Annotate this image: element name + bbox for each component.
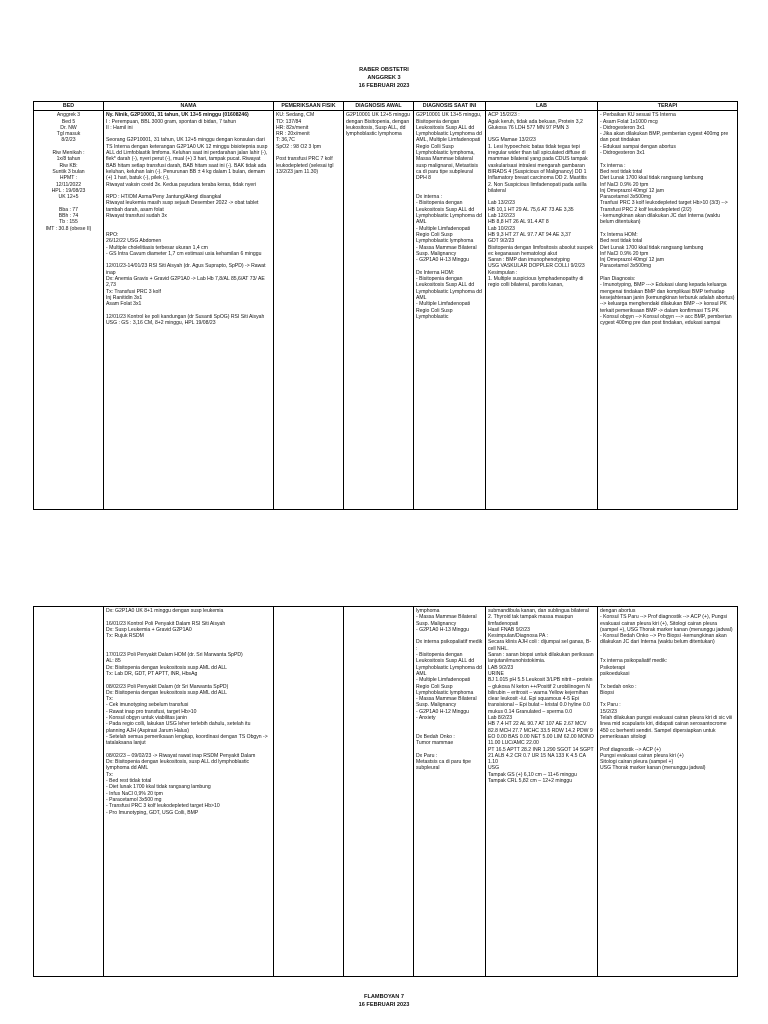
patient-table-page-2	[33, 606, 738, 977]
col-header-terapi: TERAPI	[598, 102, 738, 111]
diagnosis-awal-cell-continued	[344, 607, 414, 977]
footer-ward: FLAMBOYAN 7	[364, 994, 404, 1000]
pemeriksaan-fisik-cell: KU: Sedang, CM TD: 137/84 HR: 82x/menit RR : 20x/menit T: 36,7C SpO2 : 98 O2 3 lpm Post transfusi PRC 7 kolf leukodepleted (selesai tgl 13/2/23 jam 11.30)	[274, 111, 344, 510]
bed-cell: Anggrek 3 Bed 5 Dr. NW Tgl masuk 8/2/23 Riw Menikah : 1x/8 tahun Riw KB: Suntik 3 bulan HPMT : 12/11/2022 HPL : 19/08/23 UK 12+5 Bba : 77 BBh : 74 Tb : 155 IMT : 30.8 (obese II)	[34, 111, 104, 510]
terapi-cell: - Perbaikan KU sesuai TS Interna - Asam Folat 1x1000 mcg - Didrogesteron 3x1 - Jika akan dilakukan BMP, pemberian cygest 400mg pre dan post tindakan - Edukasi sampai dengan abortus - Didrogesteron 3x1 Tx interna : Bed rest tidak total Diet Lunak 1700 kkal tidak rangsang lambung Inf NaCl 0.9% 20 tpm Inj Omeprazol 40mg/ 12 jam Paracetamol 3x500mg Tranfusi PRC 3 kolf leukodepleted target Hb>10 (3/3) --> Transfusi PRC 2 kolf leukodepleted (2/2) - kemungkinan akan dilakukan JC dari Interna (waktu belum ditentukan) Tx Interna HOM: Bed rest tidak total Diet Lunak 1700 kkal tidak rangsang lambung Inf NaCl 0.9% 20 tpm Inj Omeprazol 40mg/ 12 jam Paracetamol 3x500mg Plan Diagnosis: - Imunotyping, BMP ---> Edukasi ulang kepada keluarga mengenai tindakan BMP dan komplikasi BMP terhadap kesejahteraan janin (kemungkinan terburuk adalah abortus) --> keluarga menghendaki dilakukan BMP --> konsul PK terkait pemeriksaan BMP -> dalam konfirmasi TS PK - Konsul obgyn --> Konsul obgyn ---> acc BMP, pemberian cygest 400mg pre dan post tindakan, edukasi sampai	[598, 111, 738, 510]
pemeriksaan-fisik-cell-continued	[274, 607, 344, 977]
bed-cell-continued	[34, 607, 104, 977]
table-header-row	[34, 102, 738, 111]
col-header-lab: LAB	[486, 102, 598, 111]
document-footer	[0, 993, 768, 1009]
nama-cell	[104, 111, 274, 510]
col-header-diagnosis-saat-ini: DIAGNOSIS SAAT INI	[414, 102, 486, 111]
patient-table-page-1	[33, 101, 738, 510]
terapi-cell-continued: dengan abortus - Konsul TS Paru --> Prof diagnostik --> ACP (+), Pungsi evakuasi cairan pleura kiri (+), Sitologi cairan pleura (sampel +), USG Thorak marker kanan (menunggu jadwal) - Konsul Bedah Onko --> Pro Biopsi -kemungkinan akan dilakukan JC dari Interna (waktu belum ditentukan) Tx interna psikopaliatif medik: Psikoterapi psikoedukasi Tx bedah onko : Biopsi Tx Paru : 15/2/23 Telah dilakukan pungsi evakuasi cairan pleura kiri di sic viii linea mid scapularis kiri, didapati cairan serosantocrome 450 cc berhenti sendiri. Sampel dipersiapkan untuk pemeriksaan sitologi Prof diagnostik --> ACP (+) Pungsi evakuasi cairan pleura kiri (+) Sitologi cairan pleura (sampel +) USG Thorak marker kanan (menunggu jadwal)	[598, 607, 738, 977]
patient-history: I : Perempuan, BBL 3000 gram, spontan di bidan, 7 tahun II : Hamil ini Seorang G2P10001, 31 tahun, UK 12+5 minggu dengan konsulan dari TS Interna dengan keterangan G2P1A0 UK 12 minggu bisiotepnia susp ALL dd Limfoblastik limfoma. Keluhan saat ini perdarahan jalan lahir (-), flek* darah (-), nyeri perut (-), mual (+) 3 hari, tampak pucat. Riwayat BAB hitam setlap transfusi darah, BAB hitam saat ini (-). BAK tidak ada keluhan, keluhan lain (-). Penurunan BB ± 4 kg dalam 1 bulan, demam (+) 1 hari, batuk (-), pilek (-), Riwayat vaksin covid 3x. Kedua payudara teraba keras, tidak nyeri RPD : HT/DM Asma/Peny Jantung/Alergi disangkal Riwayat leukemia masih susp sejauh Desember 2022 -> obat tablet tambah darah, asam folat Riwayat transfusi sudah 3x RPO: 26/12/22 USG Abdomen - Multiple cholelitiasis terbesar ukuran 1,4 cm - GS Intra Cavum diameter 1,7 cm estimasi usia kehamilan 6 minggu 12/01/23-14/01/23 RSI Siti Aisyah (dr. Agus Suprapto, SpPD) -> Rawat inap Dx: Anemia Gravis + Gravid G2P1A0 -> Lab Hb 7,8/AL 85,6/AT 73/ AE 2,73 Tx: Transfusi PRC 3 kolf Inj Ranitidin 3x1 Asam Folat 3x1 12/01/23 Kontrol ke poli kandungan (dr Susanti SpOG) RSI Siti Aisyah USG : GS : 3,16 CM, 8+2 minggu, HPL 19/08/23	[106, 118, 268, 327]
col-header-nama: NAMA	[104, 102, 274, 111]
col-header-bed: BED	[34, 102, 104, 111]
header-date: 16 FEBRUARI 2023	[358, 83, 410, 89]
diagnosis-saat-ini-cell-continued: lymphoma - Massa Mammae Bilateral Susp. Malignancy - G2P1A0 H-13 Minggu Dx interna psikopaliatif medik : - Bisitopenia dengan Leukositosis Susp ALL dd Lymphoblastic Lymphoma dd AML - Multiple Limfadenopati Regio Coli Susp Lymphoblastic lymphoma - Massa Mammae Bilateral Susp. Malignancy - G2P1A0 H-12 Minggu - Anxiety Dx Bedah Onko : Tumor mammae Dx Paru : Metastsis ca di paru tipe subpleural	[414, 607, 486, 977]
nama-cell-continued: Dx: G2P1A0 UK 8+1 minggu dengan susp leukemia 16/01/23 Kontrol Poli Penyakit Dalam RSI Siti Aisyah Dx: Susp Leukemia + Gravid G2P1A0 Tx: Rujuk RSDM 17/01/23 Poli Penyakit Dalam HOM (dr. Sri Marwanta SpPD) AL: 85 Dx: Bisitopenia dengan leukositosis susp AML dd ALL Tx: Lab DR, GDT, PT APTT, INR, HbsAg 08/02/23 Poli Penyakit Dalam (dr Sri Marwanta SpPD) Dx: Bisitopenia dengan leukositosis susp AML dd ALL Tx: - Cek imunotyping sebelum transfusi - Rawat inap pro transfusi, target Hb>10 - Konsul obgyn untuk viabilitas janin - Pada regio colli, lakukan USG leher terlebih dahulu, setelah itu planning AJH (Aspirasi Jarum Halus) - Setelah semua pemeriksaan lengkap, koordinasi dengan TS Obgyn -> tatalaksana lanjut 08/02/23 – 09/02/23 -> Riwayat rawat inap RSDM Penyakit Dalam Dx: Bisitopenia dengan leukositosis, susp ALL dd lymphoblastic lymphoma dd AML Tx: - Bed rest tidak total - Diet lunak 1700 kkal tidak rangsang lambung - Infus NaCl 0,9% 20 tpm - Paracetamol 3x500 mg - Transfusi PRC 3 kolf leukodepleted target Hb>10 - Pro Imunotyping, GDT, USG Colli, BMP	[104, 607, 274, 977]
footer-date: 16 FEBRUARI 2023	[358, 1002, 410, 1008]
lab-cell-continued: submandibula kanan, dan sublingua bilateral 2. Thyroid tak tampak massa maupun limfadenopati Hasil FNAB 9/2/23 Kesimpulan/Diagnosa PA : Secara klinis AJH coli : dijumpai sel ganas, B-cell NHL. Saran : saran biopsi untuk dilakukan periksaan lanjutan/imunohistokimia. LAB 9/2/23 URINE BJ 1.015 pH 5.5 Leukosit 3/LPB nitrit – protein – glukosa N keton ++/Positif 2 urobilinogen N bilirubin – eritrosit – warna Yellow kejernihan clear leukosit -/ul. Epi squamous 4-5 Epi transisional – Epi bulat – kristal 0.0 hyline 0.0 mukus 0.14 Granulated – sperma 0.0 Lab 8/2/23 HB 7.4 HT 22 AL 90.7 AT 107 AE 2.67 MCV 82.8 MCH 27.7 MCHC 33.5 RDW 14.2 PDW 9 EO 0.00 BAS 0.00 NET 5.00 LIM 62.00 MONO 11.00 LUC/AMC 22.00 PT 16.5 APTT 28.2 INR 1.290 SGOT 14 SGPT 21 ALB 4.2 CR 0.7 UR 15 NA 133 K 4.5 CA 1.10 USG Tampak GS (+) 6,10 cm – 11+6 minggu Tampak CRL 5,82 cm – 12+2 minggu	[486, 607, 598, 977]
table-row	[34, 111, 738, 510]
diagnosis-saat-ini-cell: G2P10001 UK 13+5 minggu, Bisitopenia dengan Leukositosis Susp ALL dd Lymphoblastic Lymphoma dd AML, Multiple Limfadenopati Regio Colli Susp Lymphoblastic lymphoma, Massa Mammae bilateral susp malignansi, Metastisis ca di paru tipe subpleural DPH 8 Dx interna : - Bisitopenia dengan Leukositosis Susp ALL dd Lymphoblastic Lymphoma dd AML - Multiple Limfadenopati Regio Coli Susp Lymphoblastic lymphoma - Massa Mammae Bilateral Susp. Malignancy - G2P1A0 H-13 Minggu Dx Interna HOM: - Bisitopenia dengan Leukositosis Susp ALL dd Lymphoblastic Lymphoma dd AML - Multiple Limfadenopati Regio Coli Susp Lymphoblastic	[414, 111, 486, 510]
diagnosis-awal-cell: G2P10001 UK 12+5 minggu dengan Bisitopenia, dengan leukositosis, Susp ALL, dd lymphoblastic lymphoma	[344, 111, 414, 510]
header-ward: ANGGREK 3	[367, 75, 401, 81]
col-header-diagnosis-awal: DIAGNOSIS AWAL	[344, 102, 414, 111]
table-row	[34, 607, 738, 977]
document-header	[0, 66, 768, 90]
patient-title: Ny. Ninik, G2P10001, 31 tahun, UK 13+5 minggu (01608246)	[106, 112, 249, 119]
lab-cell: ACP 15/2/23 : Agak keruh, tidak ada bekuan, Protein 3,2 Glukosa 76 LDH 577 MN 97 PMN 3 USG Mamae 13/2/23 1. Lesi hypoechoic batas tidak tegas tepi irregular wider than tall spiculated diffuse di mammae bilateral yang pada CDUS tampak vaskularisasi intralesi mengarah gambaran BIRADS 4 (Suspicious of Malignancy) DD 1 Inflamatory breast carcinoma DD 2. Mastitis 2. Non Suspicious limfadenopati pada axilla bilateral Lab 13/2/23 HB 10,1 HT 29 AL 75,6 AT 73 AE 3,35 Lab 12/2/23 HB 8,8 HT 26 AL 91.4 AT 8 Lab 10/2/23 HB 9,3 HT 27 AL 97.7 AT 94 AE 3,37 GDT 9/2/23 Bisitopenia dengan limfositosis absolut suspek ec keganasan hematologi akut Saran : BMP dan imunophenotyping USG VASKULAR DOPPLER COLLI 9/2/23 Kesimpulan : 1. Multiple suspicious lymphadenopathy di regio colli bilateral, parotis kanan,	[486, 111, 598, 510]
col-header-pemeriksaan-fisik: PEMERIKSAAN FISIK	[274, 102, 344, 111]
header-title: RABER OBSTETRI	[359, 67, 409, 73]
